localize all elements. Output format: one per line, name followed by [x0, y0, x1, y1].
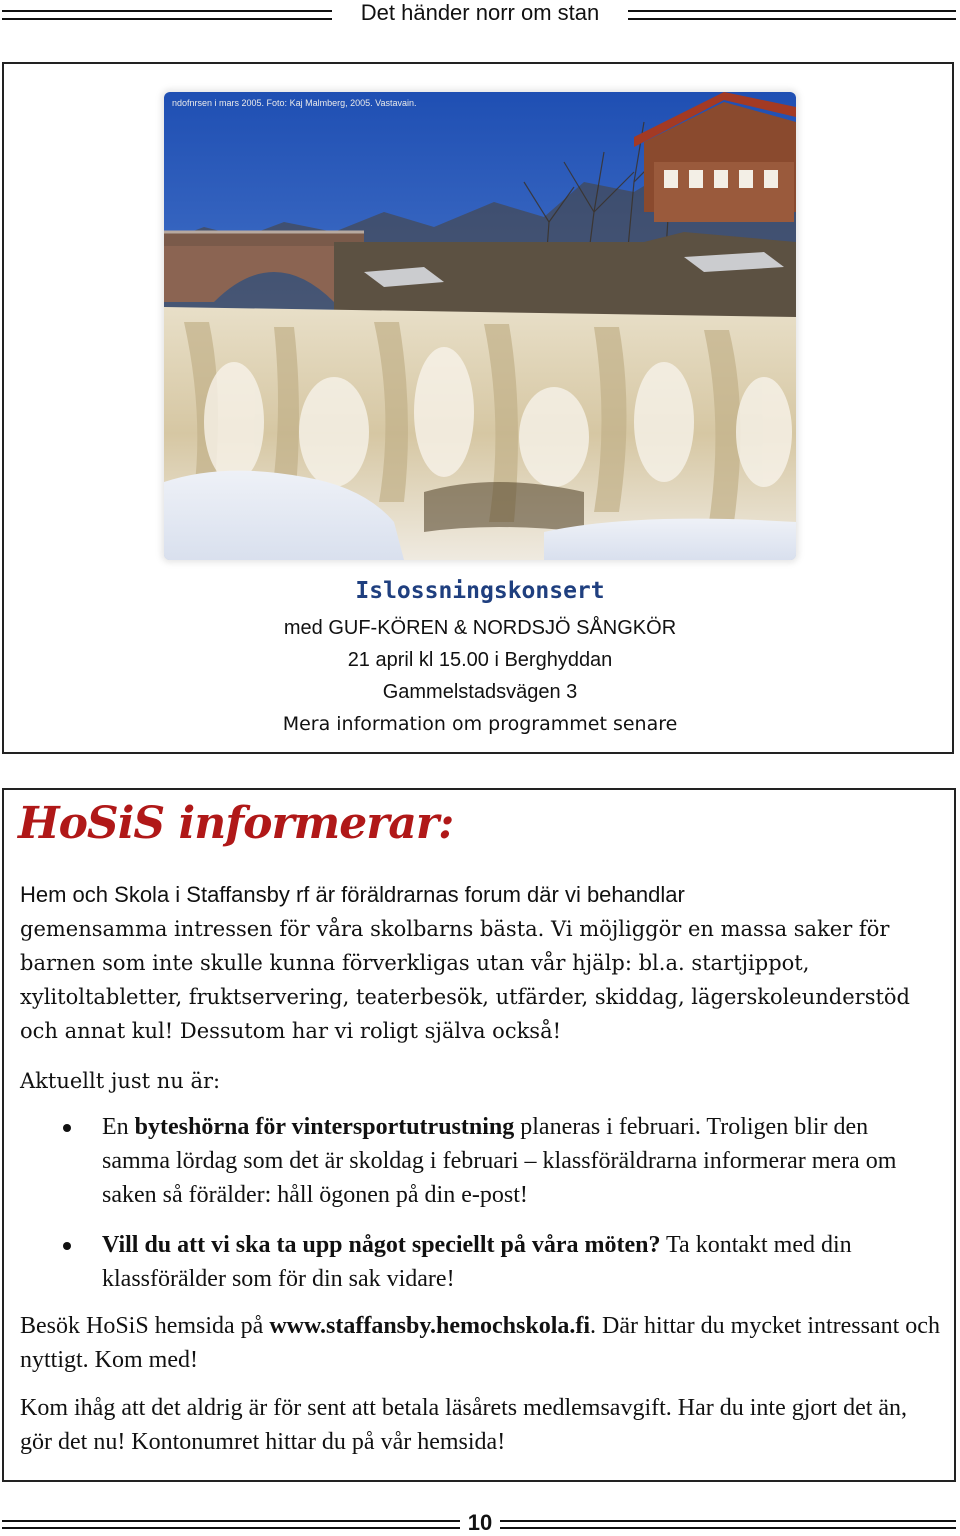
visit-text-post: . Där hittar du mycket intressant och nyttigt. Kom med! [20, 1313, 940, 1373]
frozen-waterfall-photo [164, 92, 796, 560]
bullet-text-bold: byteshörna för vintersportutrustning [134, 1114, 515, 1140]
bullet-text-pre: En [102, 1114, 135, 1140]
concert-address: Gammelstadsvägen 3 [382, 681, 578, 703]
bullet-icon [63, 1124, 71, 1132]
website-link[interactable]: www.staffansby.hemochskola.fi [269, 1313, 591, 1339]
footer-rule-left [2, 1520, 460, 1529]
page-footer [0, 1508, 960, 1535]
header-rule-right [628, 10, 956, 20]
hosis-intro-body: gemensamma intressen för våra skolbarns bästa. Vi möjliggör en massa saker för barnen som inte skulle kunna förverkligas utan vår hjälp: bl.a. startjippot, xylitoltabletter, fruktservering, teaterbesök, utfärder, skiddag, lägerskoleunderstöd och annat kul! Dessutom har vi roligt själva också! [20, 917, 910, 1043]
photo-caption: ndofnrsen i mars 2005. Foto: Kaj Malmberg, 2005. Vastavain. [172, 98, 417, 108]
concert-date-time: 21 april kl 15.00 i Berghyddan [347, 649, 613, 671]
hosis-heading: HoSiS informerar: [18, 798, 454, 849]
current-label: Aktuellt just nu är: [20, 1069, 221, 1093]
visit-text-pre: Besök HoSiS hemsida på [20, 1313, 270, 1339]
header-title: Det händer norr om stan [360, 0, 600, 25]
page-header [0, 0, 960, 30]
page-number: 10 [467, 1510, 493, 1535]
bullet-item-swap-corner [102, 1110, 942, 1212]
concert-more-info: Mera information om programmet senare [282, 713, 678, 735]
bullet-text-post: planeras i februari. Troligen blir den samma lördag som det är skoldag i februari – klassföräldrarna informerar mera om saken så förälder: håll ögonen på din e-post! [102, 1114, 897, 1208]
bullet-text-bold: Vill du att vi ska ta upp något speciellt på våra möten? [102, 1232, 661, 1258]
visit-website-paragraph [20, 1309, 940, 1377]
header-rule-left [2, 10, 332, 20]
bullet-text-post: Ta kontakt med din klassförälder som för din sak vidare! [102, 1232, 852, 1292]
bullet-item-meetings [102, 1228, 942, 1296]
bullet-icon [63, 1242, 71, 1250]
concert-performers: med GUF-KÖREN & NORDSJÖ SÅNGKÖR [283, 617, 677, 639]
footer-rule-right [500, 1520, 956, 1529]
concert-title: Islossningskonsert [355, 578, 605, 604]
membership-reminder: Kom ihåg att det aldrig är för sent att betala läsårets medlemsavgift. Har du inte gjort det än, gör det nu! Kontonumret hittar du på vår hemsida! [20, 1395, 908, 1455]
hosis-intro-first-line: Hem och Skola i Staffansby rf är föräldrarnas forum där vi behandlar [20, 882, 685, 907]
